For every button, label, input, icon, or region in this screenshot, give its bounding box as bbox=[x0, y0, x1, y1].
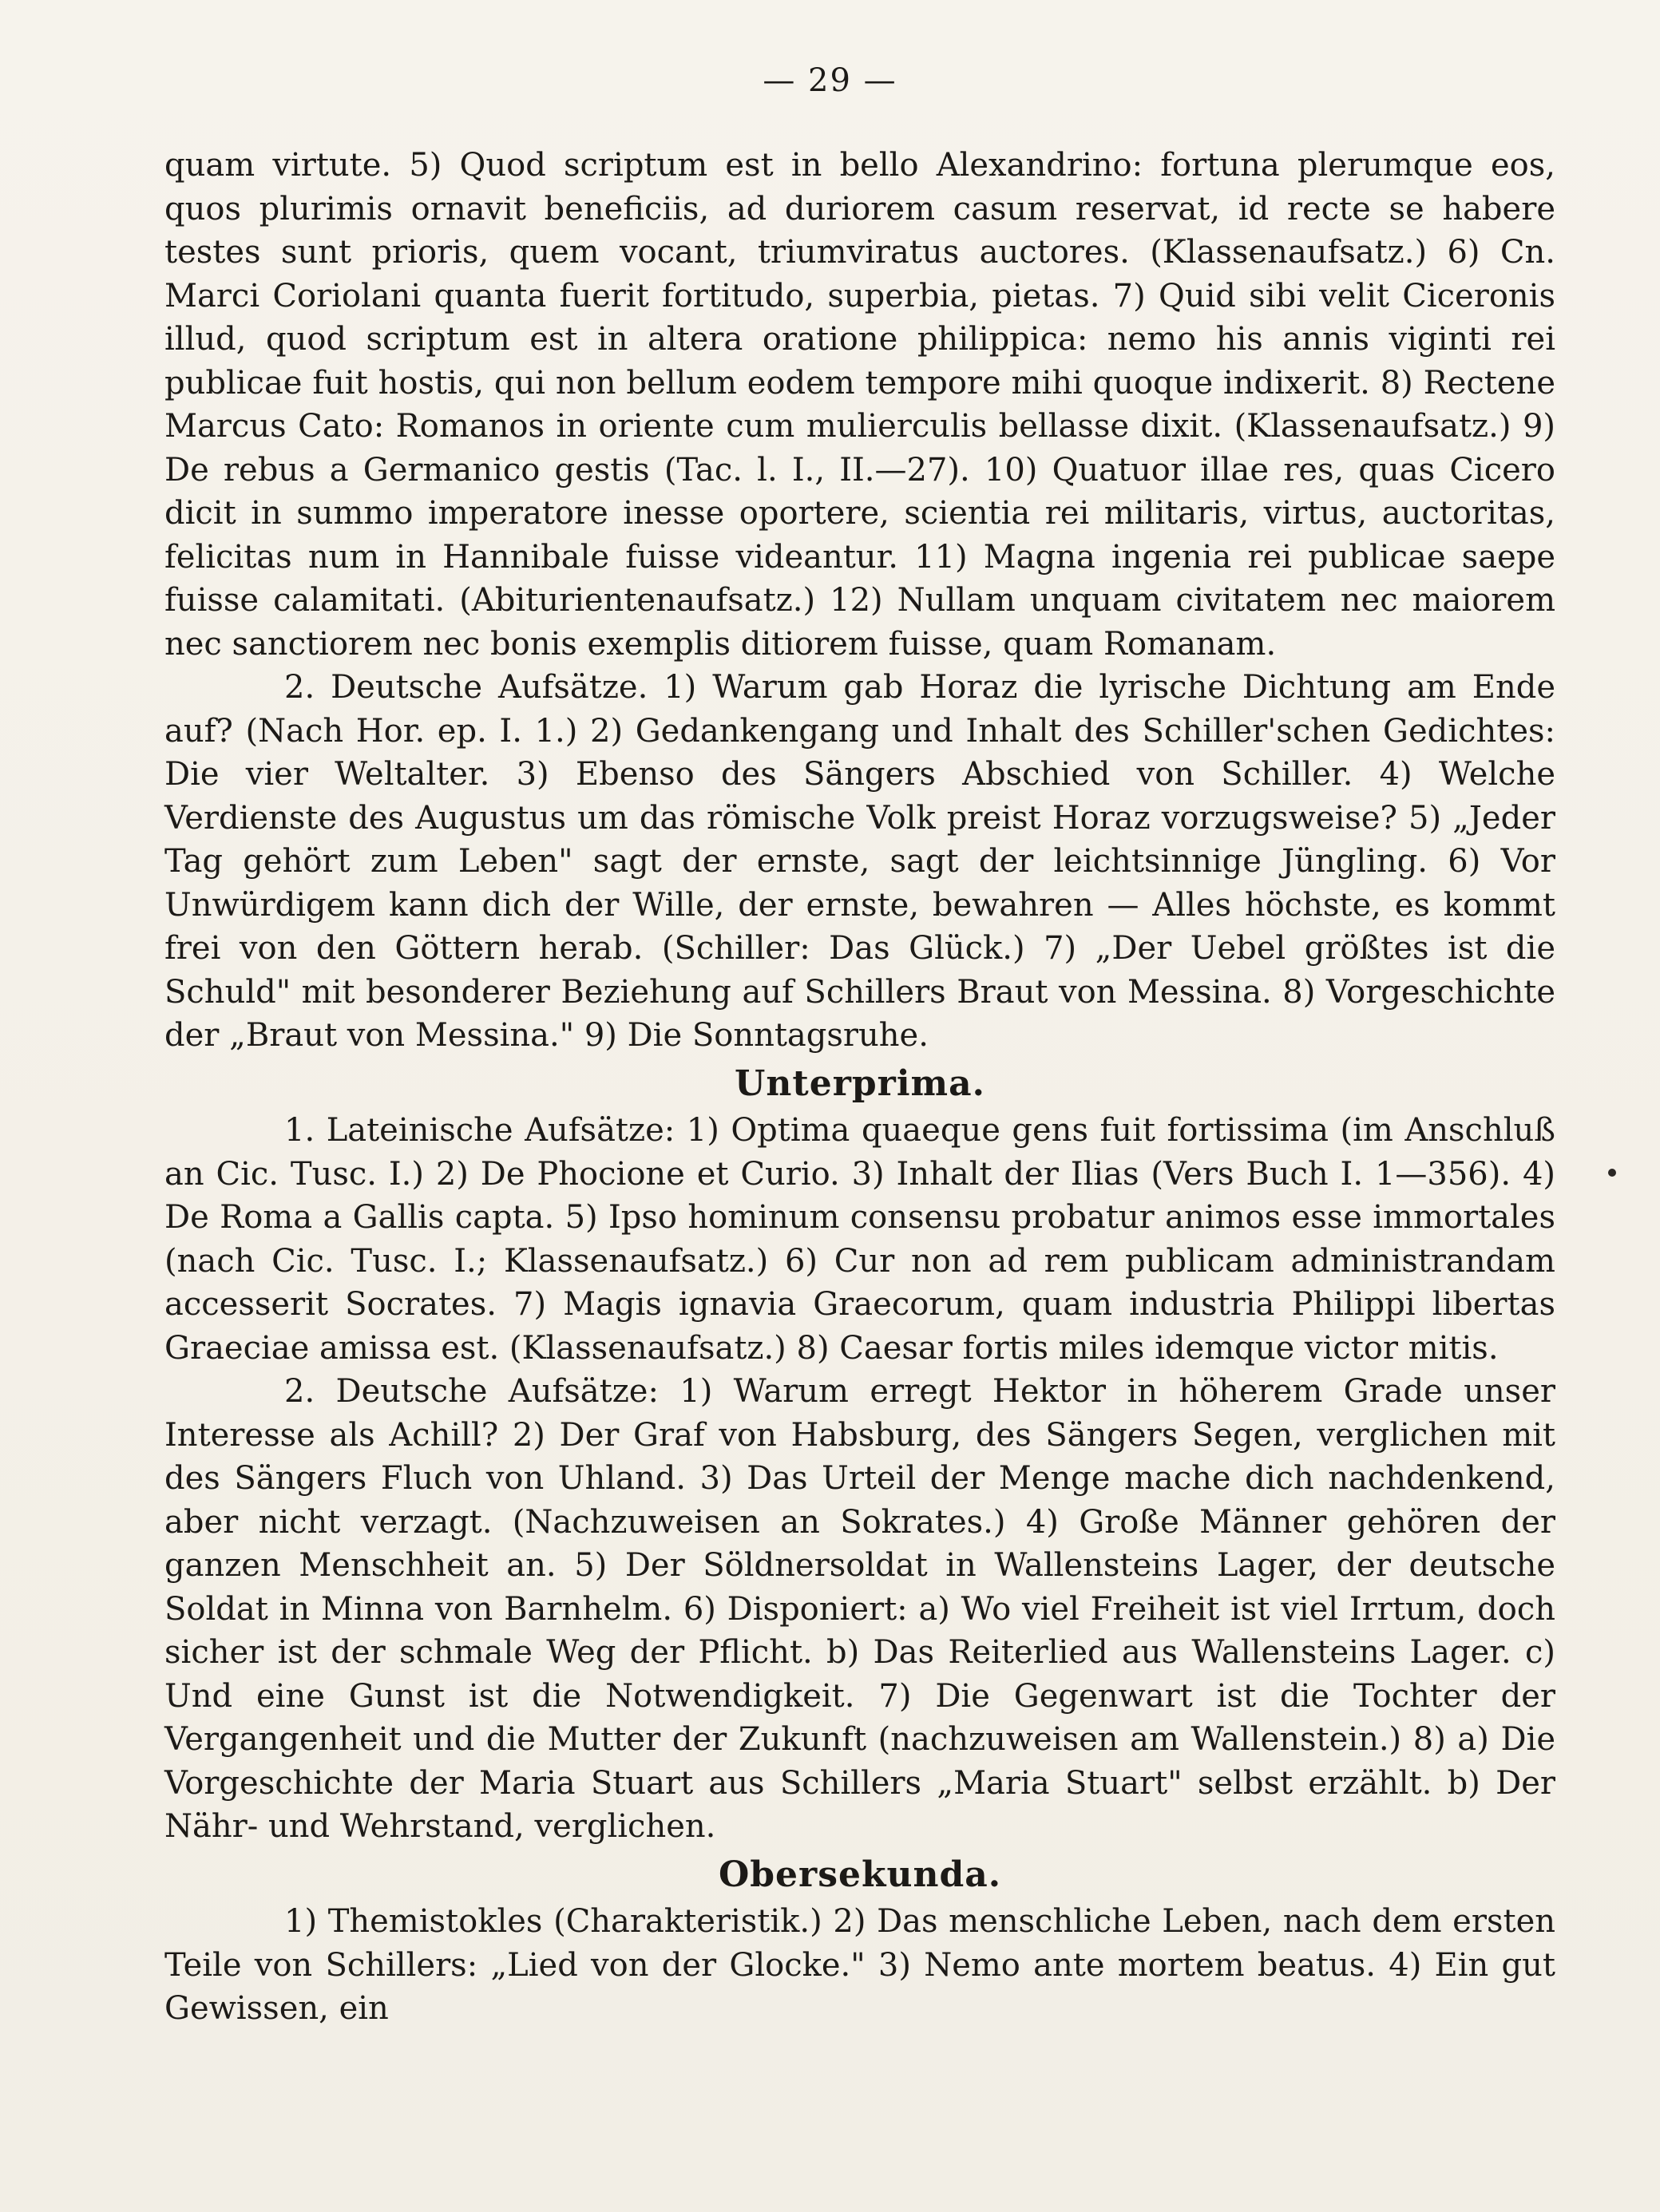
german-essays-oberprima: 2. Deutsche Aufsätze. 1) Warum gab Horaz die lyrische Dichtung am Ende auf? (Nach Hor. ep. I. 1.) 2) Gedankengang und Inhalt des Schiller'schen Gedichtes: Die vier Weltalter. 3) Ebenso des Sängers Abschied von Schiller. 4) Welche Verdienste des Augustus um das römische Volk preist Horaz vorzugsweise? 5) „Jeder Tag gehört zum Leben" sagt der ernste, sagt der leichtsinnige Jüngling. 6) Vor Unwürdigem kann dich der Wille, der ernste, bewahren — Alles höchste, es kommt frei von den Göttern herab. (Schiller: Das Glück.) 7) „Der Uebel größtes ist die Schuld" mit besonderer Beziehung auf Schillers Braut von Messina. 8) Vorgeschichte der „Braut von Messina." 9) Die Sonntagsruhe. bbox=[164, 669, 1555, 1054]
german-essays-unterprima: 2. Deutsche Aufsätze: 1) Warum erregt Hektor in höherem Grade unser Interesse als Achill? 2) Der Graf von Habsburg, des Sängers Segen, verglichen mit des Sängers Fluch von Uhland. 3) Das Urteil der Menge mache dich nachdenkend, aber nicht verzagt. (Nachzuweisen an Sokrates.) 4) Große Männer gehören der ganzen Menschheit an. 5) Der Söldnersoldat in Wallensteins Lager, der deutsche Soldat in Minna von Barnhelm. 6) Disponiert: a) Wo viel Freiheit ist viel Irrtum, doch sicher ist der schmale Weg der Pflicht. b) Das Reiterlied aus Wallensteins Lager. c) Und eine Gunst ist die Notwendigkeit. 7) Die Gegenwart ist die Tochter der Vergangenheit und die Mutter der Zukunft (nachzuweisen am Wallenstein.) 8) a) Die Vorgeschichte der Maria Stuart aus Schillers „Maria Stuart" selbst erzählt. b) Der Nähr- und Wehrstand, verglichen. bbox=[164, 1373, 1555, 1845]
page-number: — 29 — bbox=[763, 62, 897, 99]
section-heading-unterprima: Unterprima. bbox=[735, 1062, 985, 1104]
body-text bbox=[164, 144, 1555, 2031]
ink-mark bbox=[1608, 1169, 1616, 1177]
section-heading-obersekunda: Obersekunda. bbox=[718, 1854, 1002, 1895]
essays-obersekunda: 1) Themistokles (Charakteristik.) 2) Das menschliche Leben, nach dem ersten Teile von Schillers: „Lied von der Glocke." 3) Nemo ante mortem beatus. 4) Ein gut Gewissen, ein bbox=[164, 1903, 1555, 2027]
latin-essays-continuation: quam virtute. 5) Quod scriptum est in bello Alexandrino: fortuna plerumque eos, quos plurimis ornavit beneficiis, ad duriorem casum reservat, id recte se habere testes sunt prioris, quem vocant, triumviratus auctores. (Klassenaufsatz.) 6) Cn. Marci Coriolani quanta fuerit fortitudo, superbia, pietas. 7) Quid sibi velit Ciceronis illud, quod scriptum est in altera oratione philippica: nemo his annis viginti rei publicae fuit hostis, qui non bellum eodem tempore mihi quoque indixerit. 8) Rectene Marcus Cato: Romanos in oriente cum mulierculis bellasse dixit. (Klassenaufsatz.) 9) De rebus a Germanico gestis (Tac. l. I., II.—27). 10) Quatuor illae res, quas Cicero dicit in summo imperatore inesse oportere, scientia rei militaris, virtus, auctoritas, felicitas num in Hannibale fuisse videantur. 11) Magna ingenia rei publicae saepe fuisse calamitati. (Abiturientenaufsatz.) 12) Nullam unquam civitatem nec maiorem nec sanctiorem nec bonis exemplis ditiorem fuisse, quam Romanam. bbox=[164, 147, 1555, 663]
latin-essays-unterprima: 1. Lateinische Aufsätze: 1) Optima quaeque gens fuit fortissima (im Anschluß an Cic. Tusc. I.) 2) De Phocione et Curio. 3) Inhalt der Ilias (Vers Buch I. 1—356). 4) De Roma a Gallis capta. 5) Ipso hominum consensu probatur animos esse immortales (nach Cic. Tusc. I.; Klassenaufsatz.) 6) Cur non ad rem publicam administrandam accesserit Socrates. 7) Magis ignavia Graecorum, quam industria Philippi libertas Graeciae amissa est. (Klassenaufsatz.) 8) Caesar fortis miles idemque victor mitis. bbox=[164, 1112, 1555, 1367]
